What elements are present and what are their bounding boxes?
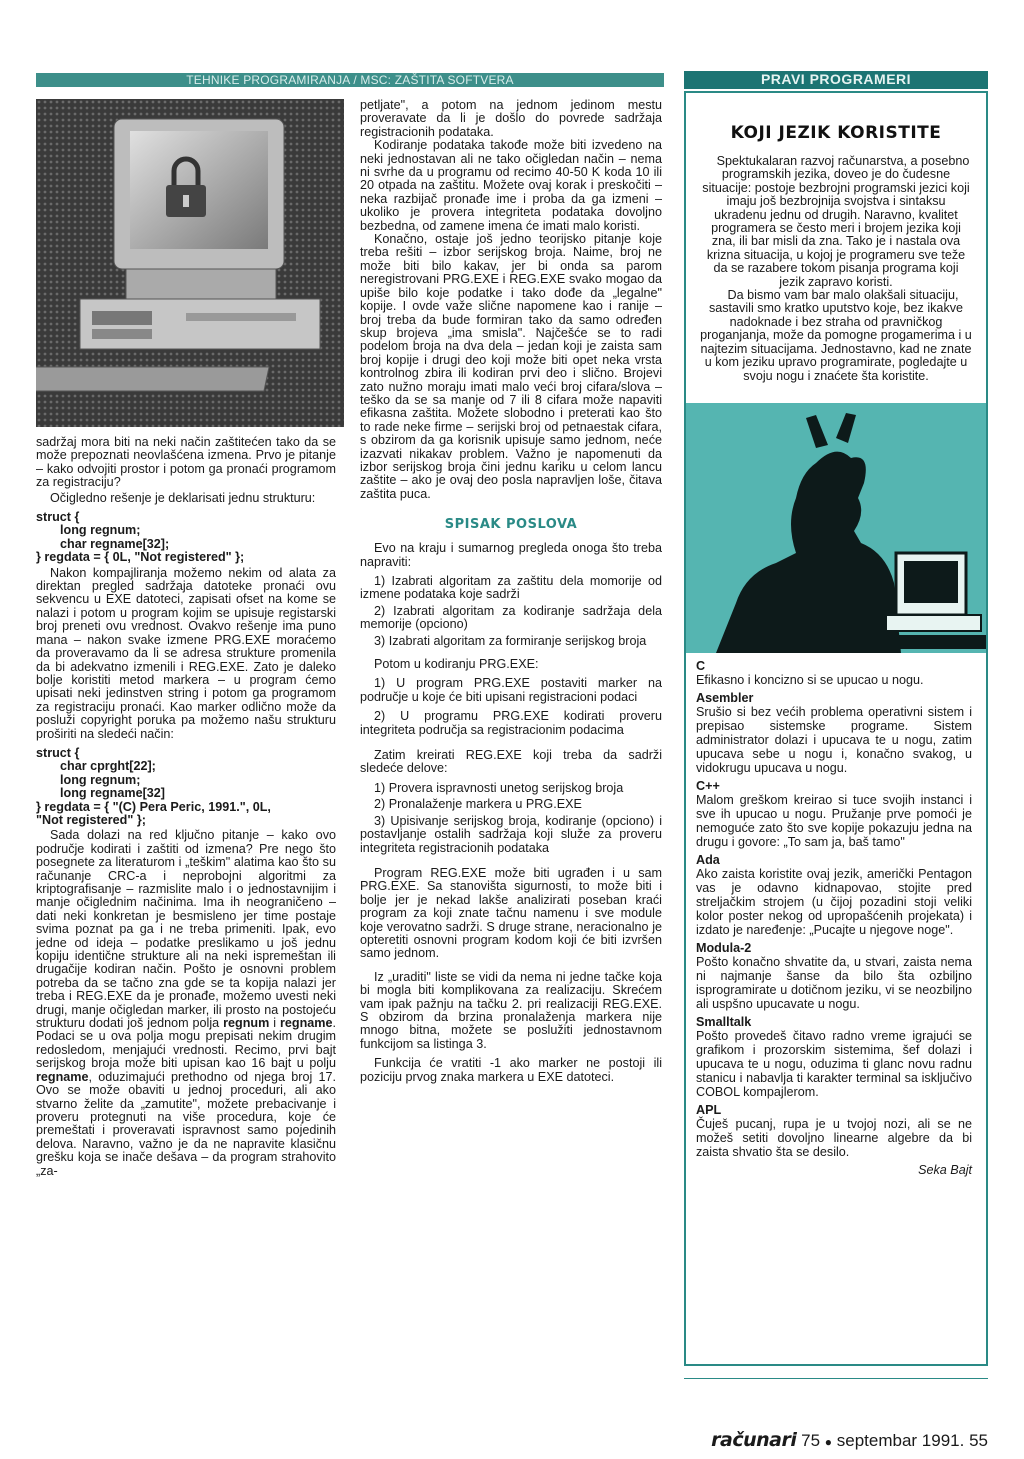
col2-paragraph-2: Kodiranje podataka takođe može biti izvedeno na neki jednostavan ali ne tako očigledan način – nema ni svrhe da u programu od recimo 40-50 K koda 10 ili 20 otpada na zaštitu. Možete ovaj korak i preskočiti – neka razbijač pronađe ime i proba da ga izmeni – ukoliko je provera integriteta podataka dovoljno bezbedna, od zamene imena će imati malo koristi. xyxy=(360,138,662,233)
code-term: regnum xyxy=(223,1016,270,1031)
col2-paragraph-4: Evo na kraju i sumarnog pregleda onoga što treba napraviti: xyxy=(360,541,662,569)
footer-rule xyxy=(684,1378,988,1379)
language-text: Pošto provedeš čitavo radno vreme igrajući se grafikom i prozorskim sistemima, šef dolazi i upucava te u nogu, oduzima ti glanc novu radnu stanicu i nabavlja ti karakter terminal sa isključivo COBOL kompajlerom. xyxy=(696,1028,972,1099)
code-term: regname xyxy=(280,1016,333,1031)
code-line: "Not registered" }; xyxy=(36,812,146,827)
section-header xyxy=(36,73,664,87)
language-text: Čuješ pucanj, rupa je u tvojoj nozi, ali se ne možeš setiti dovoljno linearne algebre da bi zaista shvatio šta se desilo. xyxy=(696,1116,972,1159)
list-item: 3) Izabrati algoritam za formiranje serijskog broja xyxy=(374,633,647,648)
sidebar-paragraph-1: Spektukalaran razvoj računarstva, a posebno programskih jezika, doveo je do čudesne situacije: postoje bezbrojni programski jezici koji imaju još bezbrojnija svojstva i sintaksu ukradenu jednu od drugih. Naravno, kvalitet programera se često meri i brojem jezika koji zna, ili bar misli da zna. Tako je i nastala ova krizna situacija, u kojoj je programeru sve teže da se razabere tokom pisanja programa koji jezik zapravo koristi. xyxy=(702,154,970,289)
language-name: Smalltalk xyxy=(696,1014,752,1029)
footer-bullet: ● xyxy=(824,1435,833,1449)
language-text: Malom greškom kreirao si tuce svojih instanci i sve ih upucao u nogu. Pružanje prve pomoći je nemoguće zato što sve kopije pokazuju jedna na drugu i govore: „To sam ja, baš tamo" xyxy=(696,792,972,849)
code-block-2 xyxy=(36,747,336,827)
page-number: 55 xyxy=(969,1431,988,1450)
col2-paragraph-3: Konačno, ostaje još jedno teorijsko pitanje koje treba rešiti – izbor serijskog broja. Naime, broj ne može biti bilo kakav, jer bi onda sa parom neregistrovani PRG.EXE i REG.EXE svako mogao da upiše bilo koje podatke i tako dođe da „legalne" kopije. I ovde važe slične napomene kao i ranije – broj treba da bude formiran tako da samo određen skup brojeva „ima smisla". Najčešće se to radi podelom broja na dva dela – jedan koji je zaista sam broj kopije i drugi deo koji može biti opet neka vrsta kontrolnog zbira ili kodiran prvi deo i slično. Brojevi zato nužno moraju imati malo veći broj cifara/slova – teško da se sa manje od 7 ili 8 cifara može napaviti efikasna zaštita. Možete slobodno i preterati kao što to rade neke firme – serijski broj od petnaestak cifara, s obzirom da ga korisnik upisuje samo jednom, neće izazvati nikakav problem. Važno je napomenuti da izbor serijskog broja čini jednu kariku u celom lancu zaštite – ako je ovaj deo posla napravljen loše, čitava zaštita puca. xyxy=(360,232,662,501)
text-run: , oduzimajući prethodno od njega broj 17. Ovo se može obaviti u jednoj proceduri, ali ako stvarno želite da „zamutite", možete prebacivanje i proveru protegnuti na više procedura, koje će premeštati i proveravati ispravnost samo pojedinih delova. Naravno, važno je da ne napravite klasičnu grešku koja se inače dešava – da program strahovito „za- xyxy=(36,1069,336,1178)
language-name: APL xyxy=(696,1102,722,1117)
sidebar-banner-label: PRAVI PROGRAMERI xyxy=(760,71,912,87)
language-name: C xyxy=(696,658,706,673)
language-name: Ada xyxy=(696,852,720,867)
footer xyxy=(664,1430,988,1452)
task-list-2 xyxy=(360,677,662,737)
code-line: char regname[32]; xyxy=(60,536,170,551)
col1-paragraph-2: Očigledno rešenje je deklarisati jednu strukturu: xyxy=(50,490,316,505)
col1-paragraph-4 xyxy=(36,829,336,1178)
task-list-1 xyxy=(360,575,662,648)
code-line: long regname[32] xyxy=(60,786,165,801)
code-line: char cprght[22]; xyxy=(60,759,156,774)
col2-paragraph-7: Program REG.EXE može biti ugrađen i u sam PRG.EXE. Sa stanovišta sigurnosti, to može biti i bolje jer je nekad lakše analizirati poseban kraći program za koji znate tačnu namenu i sve module koje verovatno sadrži. S druge strane, neracionalno je opteretiti osnovni program kodom koji će biti izvršen samo jednom. xyxy=(360,865,662,961)
programmer-silhouette xyxy=(686,403,986,653)
list-item: 2) Pronalaženje markera u PRG.EXE xyxy=(374,797,582,812)
list-item: 1) Izabrati algoritam za zaštitu dela momorije od izmene podataka koje sadrži xyxy=(360,574,662,602)
sidebar-banner xyxy=(684,71,988,89)
list-item: 1) Provera ispravnosti unetog serijskog broja xyxy=(374,780,624,795)
text-run: Sada dolazi na red ključno pitanje – kako ovo područje kodirati i zaštiti od izmena? Pre nego što posegnete za literaturom i „teškim" alatima kao što su računanje CRC-a i neprobojni algoritmi za kriptografisanje – razmislite malo i o jednostavnijim i manje očiglednim načinima. Ima ih neograničeno – dati neki konkretan je besmisleno jer time postaje svima poznat pa ga i ne treba primeniti. Ipak, evo jedne od ideja – podatke preslikamo u još jednu kopiju identične strukture ali na neki ispremeštan ili drugačije kodiran način. Pošto je osnovni problem potreba da se tačno zna gde se ta kopija nalazi jer treba i REG.EXE da je pronađe, možemo uvesti neki drugi, manje očigledan marker, ili prosto na postojeću strukturu dodati još jednom polja xyxy=(36,828,336,1031)
list-item: 2) U programu PRG.EXE kodirati proveru integriteta područja sa registracionim podacima xyxy=(360,709,662,737)
section-title: TEHNIKE PROGRAMIRANJA / MSC: ZAŠTITA SOFTVERA xyxy=(186,73,514,87)
list-item: 1) U program PRG.EXE postaviti marker na područje u koje će biti upisani registracioni podaci xyxy=(360,676,662,704)
column-2 xyxy=(360,99,662,1084)
language-name: C++ xyxy=(696,778,720,793)
code-line: struct { xyxy=(36,745,80,760)
col2-paragraph-5: Potom u kodiranju PRG.EXE: xyxy=(374,657,539,672)
magazine-logo: računari xyxy=(711,1429,797,1451)
sidebar-title: KOJI JEZIK KORISTITE xyxy=(730,123,942,143)
computer-lock-image xyxy=(36,99,344,427)
code-block-1 xyxy=(36,511,336,565)
programmer-illustration xyxy=(686,403,986,653)
issue-number: 75 xyxy=(801,1431,821,1450)
language-text: Efikasno i koncizno si se upucao u nogu. xyxy=(696,672,924,687)
code-line: } regdata = { 0L, "Not registered" }; xyxy=(36,550,245,565)
col2-paragraph-9: Funkcija će vratiti -1 ako marker ne postoji ili poziciju prvog znaka markera u EXE datoteci. xyxy=(360,1056,662,1084)
language-text: Pošto konačno shvatite da, u stvari, zaista nema ni najmanje šanse da bilo šta ozbiljno isprogramirate u dotičnom jeziku, vi se neozbiljno ali uspšno upucavate u nogu. xyxy=(696,954,972,1011)
list-item: 3) Upisivanje serijskog broja, kodiranje (opciono) i postavljanje ostalih sadržaja koji služe za proveru integriteta registracionih podataka xyxy=(360,813,662,855)
header-divider xyxy=(664,73,686,87)
col1-paragraph-3: Nakon kompajliranja možemo nekim od alata za direktan pregled sadržaja datoteke pronaći ovu sekvencu u EXE datoteci, zapisati ofset na kome se nalazi i potom u program kojim se upisuje registarski broj preneti ovu vrednost. Ovakvo rešenje ima puno mana – nakon svake izmene PRG.EXE moraćemo da proveravamo da li se adresa strukture promenila da bi adekvatno izmenili i REG.EXE. Zato je daleko bolje koristiti metod markera – u program ćemo upisati neki jedinstven string i potom ga programom za registraciju pronaći. Kao marker odlično može da posluži copyright poruka pa možemo našu strukturu proširiti na sledeći način: xyxy=(36,565,336,741)
text-run: i xyxy=(269,1016,281,1031)
col1-paragraph-1: sadržaj mora biti na neki način zaštitećen tako da se može prepoznati neovlašćena izmena. Prvo je pitanje – kako odvojiti prostor i potom ga pronaći programom za registraciju? xyxy=(36,435,336,490)
col2-paragraph-8: Iz „uraditi" liste se vidi da nema ni jedne tačke koja bi mogla biti komplikovana za realizaciju. Skrećem vam ipak pažnju na tačku 2. pri realizaciji REG.EXE. S obzirom da brzina pronalaženja markera nije mnogo bitna, možete se poslužiti jednostavnom funkcijom sa listinga 3. xyxy=(360,969,662,1051)
task-list-3 xyxy=(360,782,662,855)
code-line: long regnum; xyxy=(60,772,141,787)
language-text: Ako zaista koristite ovaj jezik, američki Pentagon vas je odavno kidnapovao, stojite pred streljačkim strojem (u čijoj pozadini stoji veliki kolor poster nekog od upropašćenih projekata) i izdato je naređenje: „Pucajte u njegove noge". xyxy=(696,866,972,937)
code-line: } regdata = { "(C) Pera Peric, 1991.", 0L, xyxy=(36,799,271,814)
computer-lock-illustration xyxy=(36,99,344,427)
col2-paragraph-6: Zatim kreirati REG.EXE koji treba da sadrži sledeće delove: xyxy=(360,748,662,776)
list-item: 2) Izabrati algoritam za kodiranje sadržaja dela memorije (opciono) xyxy=(360,603,662,632)
code-line: struct { xyxy=(36,510,80,525)
language-text: Srušio si bez većih problema operativni sistem i prepisao sistemske programe. Sistem administrator dolazi i upucava te u nogu, zatim upucava sebe u nogu i, konačno svakog, u vidokrugu upucava u nogu. xyxy=(696,704,972,775)
section-heading: SPISAK POSLOVA xyxy=(444,517,578,533)
sidebar-paragraph-2: Da bismo vam bar malo olakšali situaciju, sastavili smo kratko uputstvo koje, bez ikakve nadoknade i bez straha od pravničkog proganjanja, može da pomogne progamerima i u najtezim situacijama. Jednostavno, kad ne znate u kom jeziku upravo programirate, pogledajte u svoju nogu i znaćete šta koristite. xyxy=(700,288,972,383)
col2-paragraph-1: petljate", a potom na jednom jedinom mestu proveravate da li je došlo do povrede sadržaja registracionih podataka. xyxy=(360,98,662,139)
author-signature: Seka Bajt xyxy=(918,1162,972,1177)
text-run: . Podaci se u ova polja mogu prepisati nekim drugim redosledom, menjajući vrednosti. Recimo, prvi bajt serijskog broja može biti upisan kao 16 bajt u polju xyxy=(36,1016,337,1071)
language-name: Modula-2 xyxy=(696,940,752,955)
issue-date: septembar 1991. xyxy=(836,1431,965,1450)
code-term: regname xyxy=(36,1069,89,1084)
sidebar-box xyxy=(684,91,988,1366)
column-1 xyxy=(36,436,336,1178)
code-line: long regnum; xyxy=(60,523,141,538)
language-name: Asembler xyxy=(696,690,754,705)
language-list xyxy=(686,653,986,1177)
